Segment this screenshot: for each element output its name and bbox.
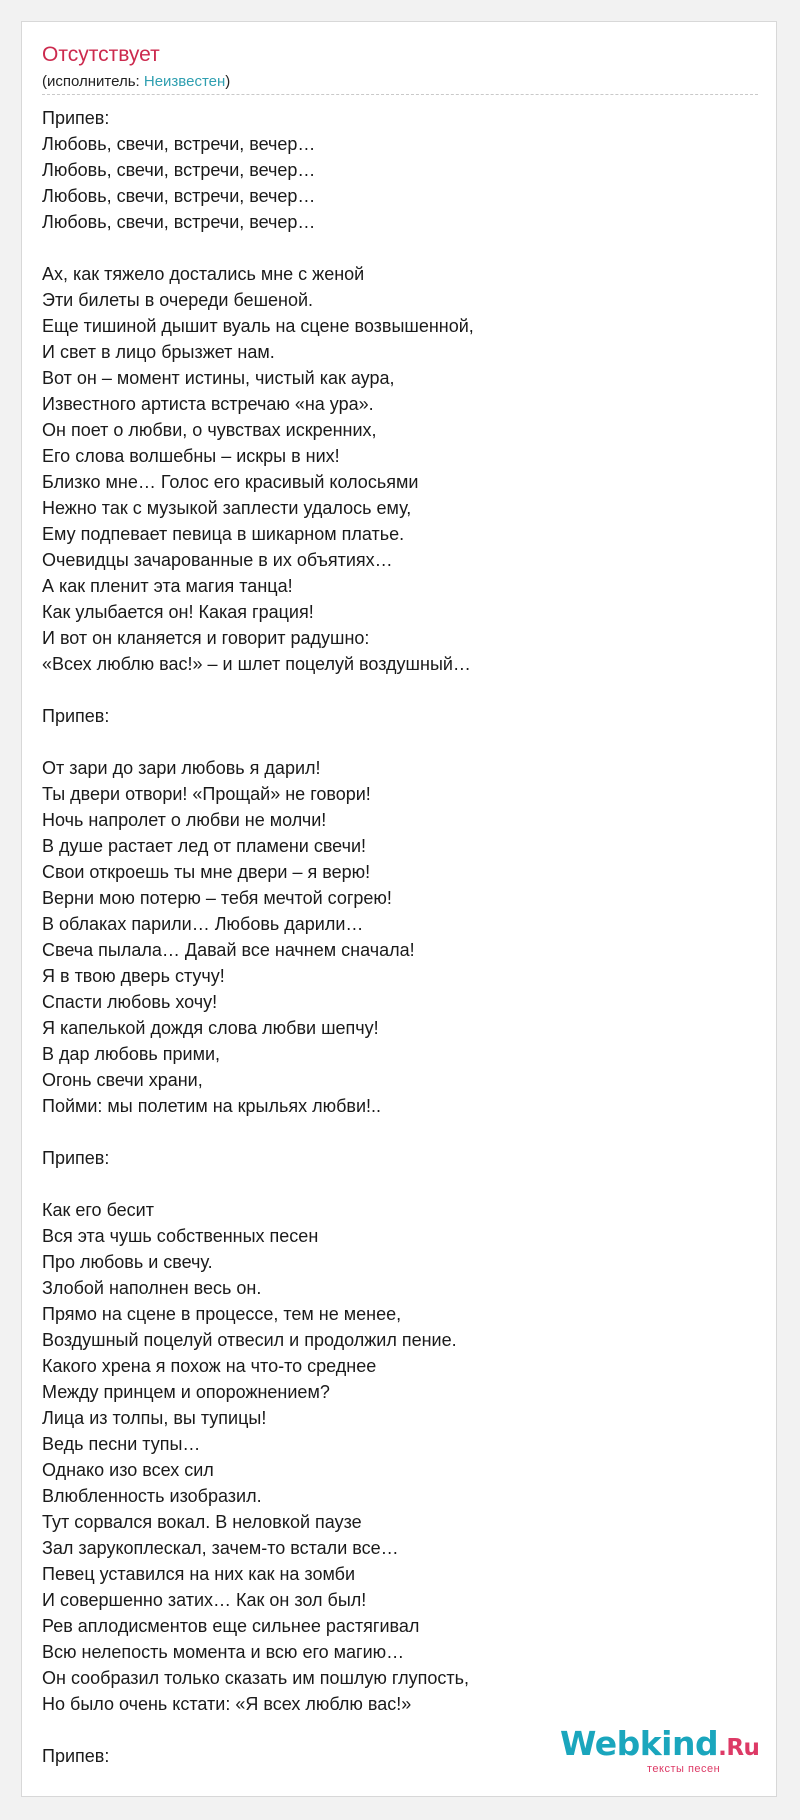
logo-domain: .Ru: [718, 1735, 760, 1761]
artist-suffix: ): [225, 73, 231, 90]
song-title: Отсутствует: [42, 43, 160, 66]
lyrics-text: Припев: Любовь, свечи, встречи, вечер… Любовь, свечи, встречи, вечер… Любовь, свечи, встречи, вечер… Любовь, свечи, встречи, вечер… Ах, как тяжело достались мне с женой Эти билеты в очереди бешеной. Еще тишиной дышит вуаль на сцене возвышенной, И свет в лицо брызжет нам. Вот он – момент истины, чистый как аура, Известного артиста встречаю «на ура». Он поет о любви, о чувствах искренних, Его слова волшебны – искры в них! Близко мне… Голос его красивый колосьями Нежно так с музыкой заплести удалось ему, Ему подпевает певица в шикарном платье. Очевидцы зачарованные в их объятиях… А как пленит эта магия танца! Как улыбается он! Какая грация! И вот он кланяется и говорит радушно: «Всех люблю вас!» – и шлет поцелуй воздушный… Припев: От зари до зари любовь я дарил! Ты двери отвори! «Прощай» не говори! Ночь напролет о любви не молчи! В душе растает лед от пламени свечи! Свои откроешь ты мне двери – я верю! Верни мою потерю – тебя мечтой согрею! В облаках парили… Любовь дарили… Свеча пылала… Давай все начнем сначала! Я в твою дверь стучу! Спасти любовь хочу! Я капелькой дождя слова любви шепчу! В дар любовь прими, Огонь свечи храни, Пойми: мы полетим на крыльях любви!.. Припев: Как его бесит Вся эта чушь собственных песен Про любовь и свечу. Злобой наполнен весь он. Прямо на сцене в процессе, тем не менее, Воздушный поцелуй отвесил и продолжил пение. Какого хрена я похож на что-то среднее Между принцем и опорожнением? Лица из толпы, вы тупицы! Ведь песни тупы… Однако изо всех сил Влюбленность изобразил. Тут сорвался вокал. В неловкой паузе Зал зарукоплескал, зачем-то встали все… Певец уставился на них как на зомби И совершенно затих… Как он зол был! Рев аплодисментов еще сильнее растягивал Всю нелепость момента и всю его магию… Он сообразил только сказать им пошлую глупость, Но было очень кстати: «Я всех люблю вас!» Припев:: [42, 108, 474, 1766]
artist-prefix: (исполнитель:: [42, 73, 144, 90]
logo-tagline: тексты песен: [647, 1763, 721, 1775]
lyrics-card: [21, 21, 777, 1797]
artist-link[interactable]: Неизвестен: [143, 73, 226, 90]
logo-name: Webkind: [560, 1724, 719, 1763]
site-logo[interactable]: [560, 1724, 775, 1782]
logo-wordmark: [560, 1724, 759, 1763]
title-divider: [42, 94, 758, 95]
artist-line: [42, 73, 230, 90]
